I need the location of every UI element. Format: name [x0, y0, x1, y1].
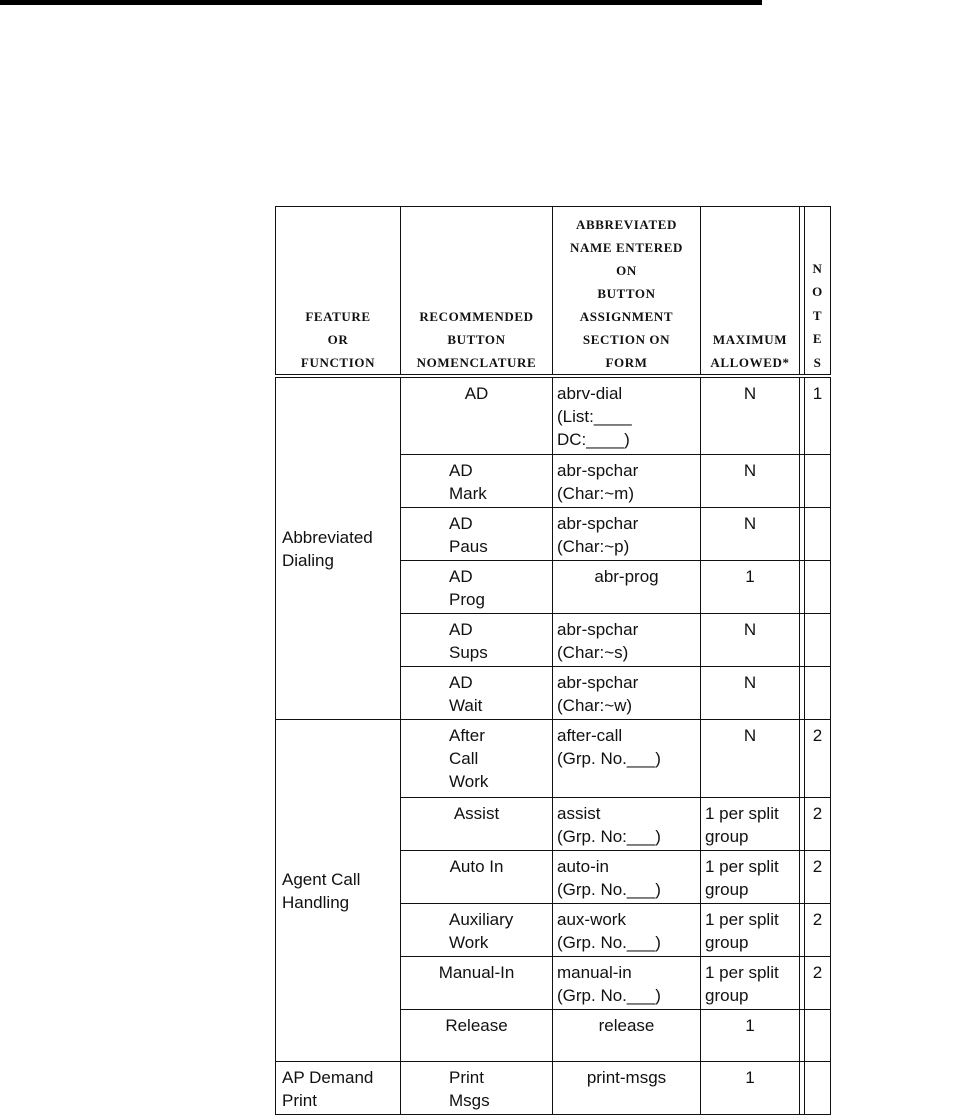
abbreviated-name-cell: auto-in (Grp. No.___) — [553, 850, 701, 903]
header-maximum-allowed: MAXIMUM ALLOWED* — [701, 207, 800, 377]
maximum-allowed-cell: 1 — [701, 1009, 800, 1061]
abbreviated-name-cell: release — [553, 1009, 701, 1061]
header-notes: N O T E S — [805, 207, 831, 377]
feature-cell: AP Demand Print — [276, 1061, 401, 1114]
note-cell: 2 — [805, 956, 831, 1009]
abbreviated-name-cell: abrv-dial (List:____ DC:____) — [553, 376, 701, 454]
abbreviated-name-cell: abr-spchar (Char:~m) — [553, 454, 701, 507]
maximum-allowed-cell: N — [701, 666, 800, 719]
button-nomenclature-cell: Auto In — [401, 850, 553, 903]
header-abbreviated-name: ABBREVIATED NAME ENTERED ON BUTTON ASSIGNMENT SECTION ON FORM — [553, 207, 701, 377]
button-nomenclature-cell: Assist — [401, 797, 553, 850]
note-cell — [805, 454, 831, 507]
button-nomenclature-cell: AD Mark — [401, 454, 553, 507]
note-cell — [805, 1061, 831, 1114]
button-assignment-table — [275, 206, 831, 1115]
button-nomenclature-cell: Print Msgs — [401, 1061, 553, 1114]
maximum-allowed-cell: 1 per split group — [701, 850, 800, 903]
header-feature: FEATURE OR FUNCTION — [276, 207, 401, 377]
abbreviated-name-cell: after-call (Grp. No.___) — [553, 719, 701, 797]
note-cell — [805, 613, 831, 666]
button-nomenclature-cell: AD Sups — [401, 613, 553, 666]
note-cell — [805, 1009, 831, 1061]
maximum-allowed-cell: 1 — [701, 560, 800, 613]
maximum-allowed-cell: 1 per split group — [701, 956, 800, 1009]
note-cell: 2 — [805, 850, 831, 903]
abbreviated-name-cell: print-msgs — [553, 1061, 701, 1114]
abbreviated-name-cell: abr-spchar (Char:~w) — [553, 666, 701, 719]
maximum-allowed-cell: N — [701, 507, 800, 560]
note-cell: 2 — [805, 903, 831, 956]
note-cell — [805, 560, 831, 613]
table-header-row — [276, 207, 831, 377]
button-nomenclature-cell: AD Prog — [401, 560, 553, 613]
maximum-allowed-cell: N — [701, 719, 800, 797]
note-cell — [805, 666, 831, 719]
maximum-allowed-cell: N — [701, 454, 800, 507]
table-row — [276, 376, 831, 454]
abbreviated-name-cell: abr-spchar (Char:~p) — [553, 507, 701, 560]
note-cell — [805, 507, 831, 560]
note-cell: 2 — [805, 797, 831, 850]
maximum-allowed-cell: 1 per split group — [701, 903, 800, 956]
button-nomenclature-cell: AD Paus — [401, 507, 553, 560]
header-button-nomenclature: RECOMMENDED BUTTON NOMENCLATURE — [401, 207, 553, 377]
table-row — [276, 1061, 831, 1114]
maximum-allowed-cell: 1 per split group — [701, 797, 800, 850]
maximum-allowed-cell: 1 — [701, 1061, 800, 1114]
note-cell: 1 — [805, 376, 831, 454]
abbreviated-name-cell: abr-spchar (Char:~s) — [553, 613, 701, 666]
feature-cell: Agent Call Handling — [276, 719, 401, 1061]
button-nomenclature-cell: AD — [401, 376, 553, 454]
button-nomenclature-cell: Manual-In — [401, 956, 553, 1009]
abbreviated-name-cell: abr-prog — [553, 560, 701, 613]
abbreviated-name-cell: assist (Grp. No:___) — [553, 797, 701, 850]
abbreviated-name-cell: aux-work (Grp. No.___) — [553, 903, 701, 956]
note-cell: 2 — [805, 719, 831, 797]
feature-cell: Abbreviated Dialing — [276, 376, 401, 719]
abbreviated-name-cell: manual-in (Grp. No.___) — [553, 956, 701, 1009]
button-nomenclature-cell: After Call Work — [401, 719, 553, 797]
maximum-allowed-cell: N — [701, 613, 800, 666]
button-nomenclature-cell: Release — [401, 1009, 553, 1061]
button-nomenclature-cell: Auxiliary Work — [401, 903, 553, 956]
button-nomenclature-cell: AD Wait — [401, 666, 553, 719]
table-row — [276, 719, 831, 797]
top-rule — [0, 0, 762, 5]
maximum-allowed-cell: N — [701, 376, 800, 454]
